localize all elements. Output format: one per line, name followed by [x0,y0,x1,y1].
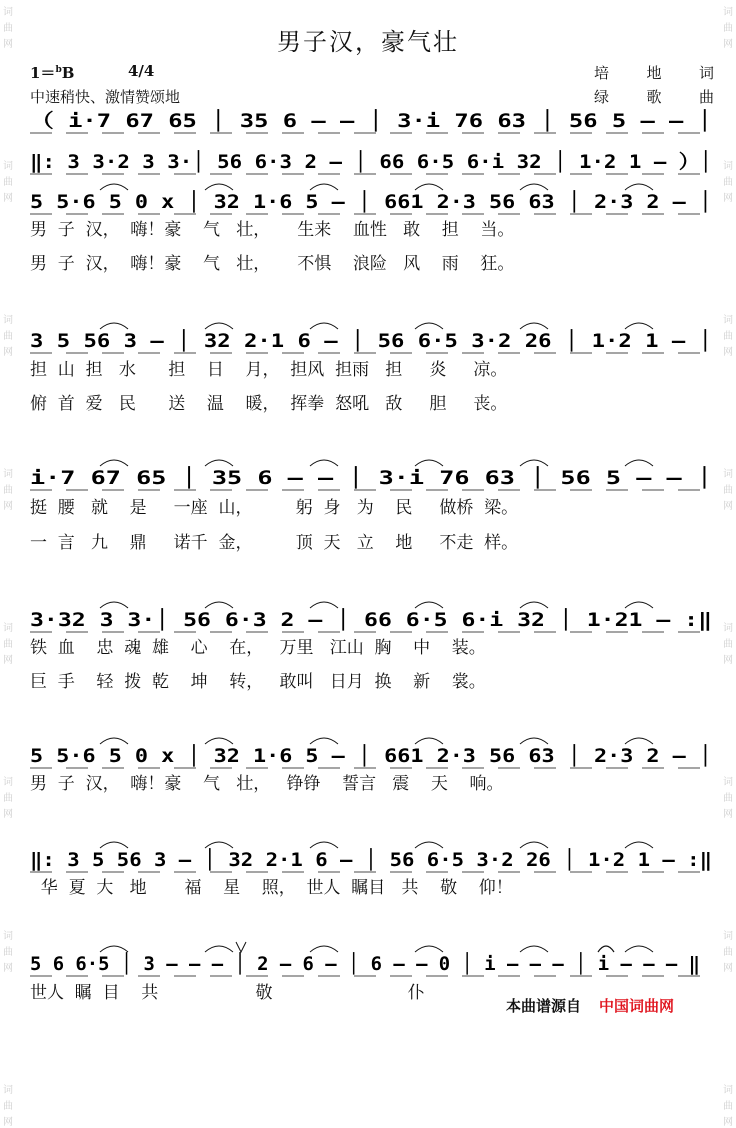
watermark-glyph: 词 [3,931,13,942]
watermark-glyph: 网 [723,809,733,820]
slur-arc [205,946,233,952]
fermata-mark [598,946,614,952]
watermark-glyph: 曲 [723,23,733,34]
notation-line: 5 6 6·5 │ 3 – – – │ 2 – 6 – │ 6 – – 0 │ i – – – │ i – – – ‖ [30,953,705,975]
watermark-glyph: 网 [723,39,733,50]
slur-arc [100,842,128,848]
slur-arc [205,842,233,848]
watermark-glyph: 词 [3,315,13,326]
watermark-glyph: 词 [3,7,13,18]
source-site: 中国词曲网 [599,997,675,1015]
slur-arc [415,946,443,952]
watermark-glyph: 曲 [723,1101,733,1112]
watermark-glyph: 网 [3,193,13,204]
slur-arc [205,323,233,329]
watermark-glyph: 曲 [3,177,13,188]
watermark-glyph: 词 [3,1085,13,1096]
lyric-line: 华 夏 大 地 福 星 照， 世人 瞩目 共 敬 仰！ [30,878,513,898]
lyricist-credit: 培 地 词 [594,64,714,82]
slur-arc [520,842,548,848]
watermark-glyph: 网 [723,655,733,666]
watermark-glyph: 曲 [3,639,13,650]
slur-arc [100,323,128,329]
watermark-glyph: 词 [723,931,733,942]
watermark-glyph: 词 [3,161,13,172]
lyric-line: 俯 首 爱 民 送 温 暖， 挥拳 怒吼 敌 胆 丧。 [30,394,508,414]
slur-arc [100,460,128,466]
watermark-glyph: 网 [723,193,733,204]
notation-line: 3 5 56 3 – │ 32 2·1 6 – │ 56 6·5 3·2 26 │ 1·2 1 – │ [30,330,614,352]
slur-arc [310,323,338,329]
slur-arc [415,323,443,329]
lyric-line: 挺 腰 就 是 一座 山， 躬 身 为 民 做桥 梁。 [30,498,519,518]
watermark-glyph: 网 [3,655,13,666]
watermark-glyph: 曲 [3,485,13,496]
watermark-glyph: 曲 [723,485,733,496]
slur-arc [310,946,338,952]
tempo-marking: 中速稍快、激情赞颂地 [30,88,181,106]
breath-mark [236,942,246,952]
watermark-glyph: 词 [3,469,13,480]
slur-arc [100,184,128,190]
slur-arc [625,946,653,952]
watermark-glyph: 网 [3,39,13,50]
slur-arc [625,323,653,329]
watermark-glyph: 曲 [3,947,13,958]
slur-arc [100,602,128,608]
watermark-glyph: 网 [3,347,13,358]
slur-arc [310,460,338,466]
lyric-line: 男 子 汉， 嗨！豪 气 壮， 铮铮 誓言 震 天 响。 [30,774,504,794]
notation-line: ‖: 3 3·2 3 3·│ 56 6·3 2 – │ 66 6·5 6·i 32 │ 1·2 1 – ）│ [30,151,656,173]
slur-arc [625,842,653,848]
notation-line: ‖: 3 5 56 3 – │ 32 2·1 6 – │ 56 6·5 3·2 26 │ 1·2 1 – :‖ [30,849,660,871]
watermark-glyph: 网 [3,1117,13,1128]
notation-line: 5 5·6 5 0 x │ 32 1·6 5 – │ 661 2·3 56 63 │ 2·3 2 – │ [30,745,625,767]
notation-line: （ i·7 67 65 │ 35 6 – – │ 3·i 76 63 │ 56 5 – – │ [30,110,576,132]
notation-line: i·7 67 65 │ 35 6 – – │ 3·i 76 63 │ 56 5 – – │ [30,467,545,489]
slur-arc [205,460,233,466]
lyric-line: 铁 血 忠 魂 雄 心 在， 万里 江山 胸 中 装。 [30,638,486,658]
lyric-line: 巨 手 轻 拨 乾 坤 转， 敢叫 日月 换 新 裳。 [30,672,486,692]
slur-arc [625,460,653,466]
watermark-glyph: 词 [723,623,733,634]
watermark-group [723,1086,733,1128]
time-signature: 4/4 [128,62,155,80]
watermark-glyph: 网 [723,1117,733,1128]
slur-arc [625,184,653,190]
watermark-glyph: 词 [3,777,13,788]
slur-arc [520,184,548,190]
watermark-glyph: 曲 [3,23,13,34]
watermark-group [3,1086,13,1128]
slur-arc [520,323,548,329]
lyric-line: 一 言 九 鼎 诺千 金， 顶 天 立 地 不走 样。 [30,533,519,553]
watermark-glyph: 曲 [723,947,733,958]
lyric-line: 世人 瞩 目 共 敬 仆 [30,983,425,1003]
watermark-glyph: 网 [3,501,13,512]
watermark-glyph: 词 [723,1085,733,1096]
watermark-glyph: 网 [723,501,733,512]
slur-arc [205,738,233,744]
notation-line: 3·32 3 3·│ 56 6·3 2 – │ 66 6·5 6·i 32 │ 1·21 – :‖ [30,609,591,631]
key-signature: 1＝$^b$B [30,64,75,82]
watermark-glyph: 网 [3,963,13,974]
slur-arc [520,602,548,608]
watermark-glyph: 词 [723,7,733,18]
slur-arc [520,460,548,466]
song-title: 男子汉，豪气壮 [277,28,459,56]
notation-line: 5 5·6 5 0 x │ 32 1·6 5 – │ 661 2·3 56 63 │ 2·3 2 – │ [30,191,625,213]
slur-arc [625,738,653,744]
slur-arc [415,738,443,744]
watermark-glyph: 曲 [723,331,733,342]
lyric-line: 男 子 汉， 嗨！豪 气 壮， 生来 血性 敢 担 当。 [30,220,515,240]
watermark-glyph: 曲 [723,639,733,650]
slur-arc [310,738,338,744]
source-credit [506,995,674,1016]
slur-arc [310,842,338,848]
watermark-glyph: 网 [723,963,733,974]
slur-arc [205,184,233,190]
watermark-glyph: 词 [723,469,733,480]
slur-arc [100,738,128,744]
slur-arc [625,602,653,608]
watermark-glyph: 曲 [3,1101,13,1112]
composer-credit: 绿 歌 曲 [594,88,714,106]
watermark-glyph: 词 [723,315,733,326]
slur-arc [415,602,443,608]
slur-arc [415,842,443,848]
watermark-glyph: 网 [723,347,733,358]
slur-arc [310,602,338,608]
source-label: 本曲谱源自 [506,997,582,1015]
lyric-line: 担 山 担 水 担 日 月， 担风 担雨 担 炎 凉。 [30,360,508,380]
watermark-glyph: 词 [723,161,733,172]
watermark-glyph: 曲 [723,793,733,804]
watermark-glyph: 曲 [3,793,13,804]
lyric-line: 男 子 汉， 嗨！豪 气 壮， 不惧 浪险 风 雨 狂。 [30,254,515,274]
slur-arc [205,602,233,608]
slur-arc [415,184,443,190]
watermark-glyph: 曲 [3,331,13,342]
slur-arc [520,946,548,952]
slur-arc [310,184,338,190]
watermark-glyph: 网 [3,809,13,820]
slur-arc [520,738,548,744]
slur-arc [100,946,128,952]
watermark-glyph: 曲 [723,177,733,188]
slur-arc [415,460,443,466]
watermark-glyph: 词 [723,777,733,788]
watermark-glyph: 词 [3,623,13,634]
